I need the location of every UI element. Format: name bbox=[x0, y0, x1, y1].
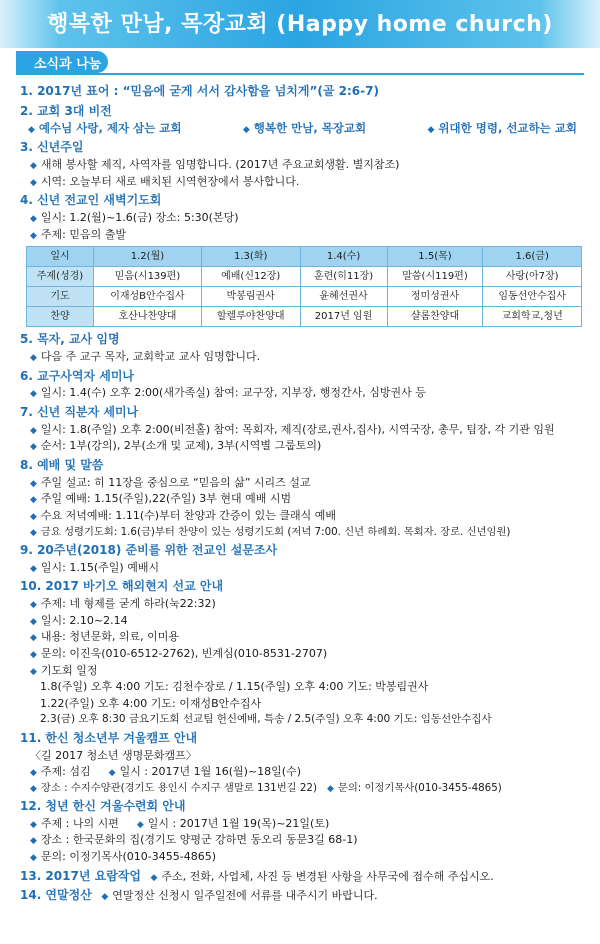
camp-title-note: 〈길 2017 청소년 생명문화캠프〉 bbox=[30, 748, 197, 762]
diamond-bullet-icon: ◆ bbox=[30, 819, 37, 830]
schedule-line: 1.8(주일) 오후 4:00 기도: 김천수장로 / 1.15(주일) 오후 4:00 기도: 박봉림권사 bbox=[40, 680, 429, 694]
table-header-cell: 1.3(화) bbox=[201, 247, 300, 267]
diamond-bullet-icon: ◆ bbox=[30, 783, 37, 794]
vision-item: ◆ 위대한 명령, 선교하는 교회 bbox=[427, 120, 577, 135]
heading-14: 14. 연말정산 bbox=[20, 888, 92, 903]
table-row bbox=[27, 267, 582, 287]
table-cell: 호산나찬양대 bbox=[94, 307, 202, 327]
section-13 bbox=[20, 868, 585, 885]
diamond-bullet-icon: ◆ bbox=[30, 836, 37, 847]
table-cell: 교회학교,청년 bbox=[483, 307, 582, 327]
diamond-bullet-icon: ◆ bbox=[30, 213, 37, 224]
list-item: ◆ 일시: 1.15(주일) 예배시 bbox=[30, 560, 160, 574]
table-cell: 할렐루야찬양대 bbox=[201, 307, 300, 327]
list-item: ◆ 순서: 1부(강의), 2부(소개 및 교제), 3부(시역별 그룹토의) bbox=[30, 439, 322, 453]
diamond-bullet-icon: ◆ bbox=[30, 600, 37, 611]
heading-1: 1. 2017년 표어 : “믿음에 굳게 서서 감사함을 넘치게”(골 2:6-7) bbox=[20, 84, 379, 98]
diamond-bullet-icon: ◆ bbox=[30, 511, 37, 522]
list-item: ◆ 주제: 네 형제를 굳게 하라(눅22:32) bbox=[30, 597, 216, 611]
table-header-cell: 1.4(수) bbox=[300, 247, 387, 267]
diamond-bullet-icon: ◆ bbox=[30, 495, 37, 506]
table-header-cell: 일시 bbox=[27, 247, 94, 267]
heading-7: 7. 신년 직분자 세미나 bbox=[20, 404, 139, 419]
diamond-bullet-icon: ◆ bbox=[30, 616, 37, 627]
list-item: ◆ 다음 주 교구 목자, 교회학교 교사 임명합니다. bbox=[30, 349, 261, 363]
heading-12: 12. 청년 한신 겨울수련회 안내 bbox=[20, 799, 186, 814]
heading-6: 6. 교구사역자 세미나 bbox=[20, 368, 135, 383]
banner-title: 행복한 만남, 목장교회 (Happy home church) bbox=[47, 12, 553, 37]
list-item: ◆ 내용: 청년문화, 의료, 이미용 bbox=[30, 630, 179, 644]
table-cell: 샬롬찬양대 bbox=[387, 307, 483, 327]
section-14-text: 연말정산 신청시 일주일전에 서류를 내주시기 바랍니다. bbox=[112, 889, 378, 903]
vision-item: ◆ 예수님 사랑, 제자 삼는 교회 bbox=[28, 120, 182, 135]
list-item: ◆ 일시: 1.8(주일) 오후 2:00(비전홀) 참여: 목회자, 제직(장로,권사,집사), 시역국장, 총무, 팀장, 각 기관 임원 bbox=[30, 422, 555, 436]
diamond-bullet-icon: ◆ bbox=[326, 783, 334, 794]
list-item: ◆ 수요 저녁예배: 1.11(수)부터 찬양과 간증이 있는 클래식 예배 bbox=[30, 508, 336, 522]
list-item: ◆ 장소 : 수지수양관(경기도 용인시 수지구 샘말로 131번길 22) ◆ 문의: 이정기목사(010-3455-4865) bbox=[30, 781, 502, 794]
list-item: ◆ 주제 : 나의 시편 ◆ 일시 : 2017년 1월 19(목)~21일(토) bbox=[30, 816, 330, 830]
section-divider bbox=[16, 73, 584, 75]
table-cell: 임동선안수집사 bbox=[483, 287, 582, 307]
list-item: ◆ 시역: 오늘부터 새로 배치된 시역현장에서 봉사합니다. bbox=[30, 174, 300, 188]
list-item: ◆ 일시: 1.4(수) 오후 2:00(새가족실) 참여: 교구장, 지부장, 행정간사, 심방권사 등 bbox=[30, 386, 426, 400]
list-item: ◆ 주일 예배: 1.15(주일),22(주일) 3부 현대 예배 시범 bbox=[30, 492, 292, 506]
list-item: ◆ 주제: 섬김 ◆ 일시 : 2017년 1월 16(월)~18일(수) bbox=[30, 764, 302, 778]
list-item: ◆ 주제: 믿음의 출발 bbox=[30, 227, 127, 241]
diamond-bullet-icon: ◆ bbox=[136, 819, 144, 830]
list-item: ◆ 새해 봉사할 제직, 사역자를 임명합니다. (2017년 주요교회생활. 별지참조) bbox=[30, 157, 400, 171]
list-item: ◆ 일시: 2.10~2.14 bbox=[30, 613, 128, 627]
table-header-cell: 1.2(월) bbox=[94, 247, 202, 267]
heading-8: 8. 예배 및 말씀 bbox=[20, 457, 104, 472]
list-item: ◆ 장소 : 한국문화의 집(경기도 양평군 강하면 동오리 동문3길 68-1) bbox=[30, 833, 358, 847]
table-cell: 이재성B안수집사 bbox=[94, 287, 202, 307]
list-item: ◆ 금요 성령기도회: 1.6(금)부터 찬양이 있는 성령기도회 (저녁 7:00. 신년 하례회. 목회자. 장로. 신년임원) bbox=[30, 525, 511, 538]
table-row bbox=[27, 307, 582, 327]
list-item: ◆ 일시: 1.2(월)~1.6(금) 장소: 5:30(본당) bbox=[30, 210, 239, 224]
table-cell: 박봉림권사 bbox=[201, 287, 300, 307]
list-item: ◆ 주일 설교: 히 11장을 중심으로 “믿음의 삶” 시리즈 설교 bbox=[30, 475, 311, 489]
list-item: ◆ 문의: 이진욱(010-6512-2762), 빈계심(010-8531-2707) bbox=[30, 647, 328, 661]
diamond-bullet-icon: ◆ bbox=[30, 767, 37, 778]
diamond-bullet-icon: ◆ bbox=[242, 124, 250, 135]
diamond-bullet-icon: ◆ bbox=[30, 160, 37, 171]
diamond-bullet-icon: ◆ bbox=[30, 853, 37, 864]
diamond-bullet-icon: ◆ bbox=[30, 650, 37, 661]
heading-5: 5. 목자, 교사 임명 bbox=[20, 332, 120, 347]
table-cell: 믿음(시139편) bbox=[94, 267, 202, 287]
vision-list bbox=[20, 120, 585, 137]
diamond-bullet-icon: ◆ bbox=[30, 527, 37, 538]
heading-13: 13. 2017년 요람작업 bbox=[20, 868, 141, 883]
list-item: ◆ 문의: 이정기목사(010-3455-4865) bbox=[30, 850, 217, 864]
heading-4: 4. 신년 전교인 새벽기도회 bbox=[20, 193, 162, 208]
diamond-bullet-icon: ◆ bbox=[108, 767, 116, 778]
prayer-schedule-table bbox=[26, 246, 582, 327]
diamond-bullet-icon: ◆ bbox=[30, 442, 37, 453]
section-13-text: 주소, 전화, 사업체, 사진 등 변경된 사항을 사무국에 접수해 주십시오. bbox=[161, 869, 494, 883]
diamond-bullet-icon: ◆ bbox=[30, 230, 37, 241]
row-label: 찬양 bbox=[27, 307, 94, 327]
diamond-bullet-icon: ◆ bbox=[427, 124, 435, 135]
diamond-bullet-icon: ◆ bbox=[30, 666, 37, 677]
heading-9: 9. 20주년(2018) 준비를 위한 전교인 설문조사 bbox=[20, 543, 278, 558]
news-content bbox=[20, 80, 585, 904]
diamond-bullet-icon: ◆ bbox=[30, 563, 37, 574]
table-row bbox=[27, 287, 582, 307]
heading-3: 3. 신년주일 bbox=[20, 140, 84, 155]
diamond-bullet-icon: ◆ bbox=[30, 478, 37, 489]
heading-11: 11. 한신 청소년부 겨울캠프 안내 bbox=[20, 730, 198, 745]
table-cell: 훈련(히11장) bbox=[300, 267, 387, 287]
table-header-row bbox=[27, 247, 582, 267]
diamond-bullet-icon: ◆ bbox=[30, 425, 37, 436]
table-cell: 사랑(아7장) bbox=[483, 267, 582, 287]
diamond-bullet-icon: ◆ bbox=[30, 352, 37, 363]
table-cell: 2017년 임원 bbox=[300, 307, 387, 327]
heading-10: 10. 2017 바기오 해외현지 선교 안내 bbox=[20, 579, 224, 594]
section-14 bbox=[20, 887, 585, 904]
schedule-line: 1.22(주일) 오후 4:00 기도: 이재성B안수집사 bbox=[40, 696, 262, 710]
diamond-bullet-icon: ◆ bbox=[30, 633, 37, 644]
section-tab-label: 소식과 나눔 bbox=[34, 57, 102, 72]
diamond-bullet-icon: ◆ bbox=[30, 177, 37, 188]
table-header-cell: 1.6(금) bbox=[483, 247, 582, 267]
schedule-line: 2.3(금) 오후 8:30 금요기도회 선교팀 헌신예배, 특송 / 2.5(주일) 오후 4:00 기도: 임동선안수집사 bbox=[40, 713, 492, 726]
table-cell: 말씀(시119편) bbox=[387, 267, 483, 287]
diamond-bullet-icon: ◆ bbox=[28, 124, 35, 135]
list-item: ◆ 기도회 일정 bbox=[30, 663, 98, 677]
table-header-cell: 1.5(목) bbox=[387, 247, 483, 267]
vision-item: ◆ 행복한 만남, 목장교회 bbox=[242, 120, 367, 135]
diamond-bullet-icon: ◆ bbox=[150, 872, 158, 883]
table-cell: 윤혜선권사 bbox=[300, 287, 387, 307]
diamond-bullet-icon: ◆ bbox=[30, 389, 37, 400]
row-label: 주제(성경) bbox=[27, 267, 94, 287]
diamond-bullet-icon: ◆ bbox=[101, 892, 109, 903]
table-cell: 정미성권사 bbox=[387, 287, 483, 307]
heading-2: 2. 교회 3대 비전 bbox=[20, 103, 112, 118]
row-label: 기도 bbox=[27, 287, 94, 307]
table-cell: 예배(신12장) bbox=[201, 267, 300, 287]
